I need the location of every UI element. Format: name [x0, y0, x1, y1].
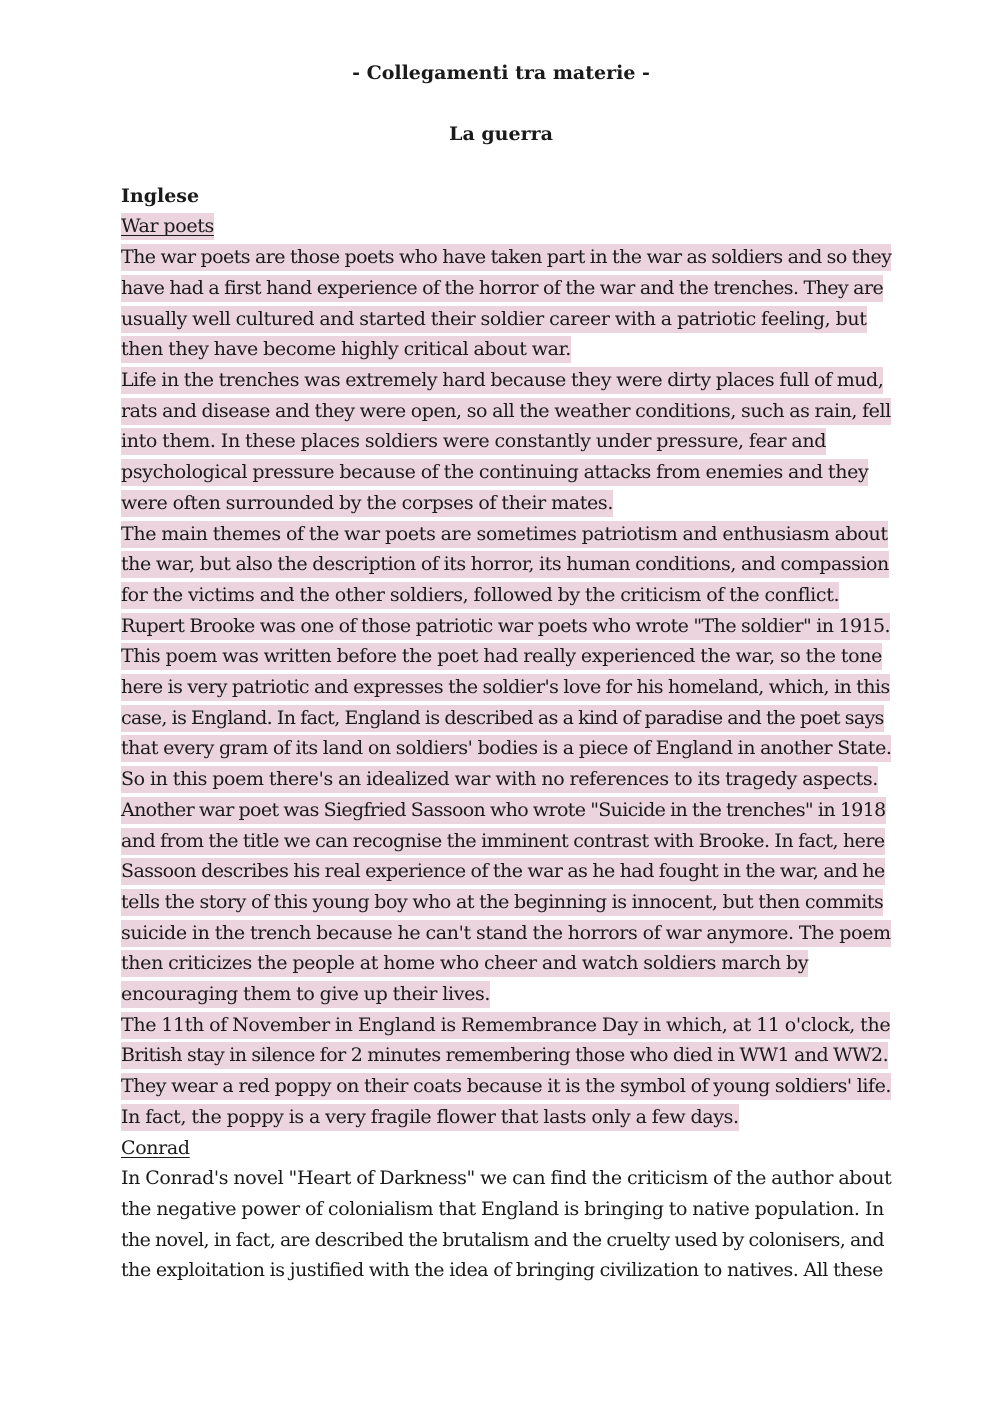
text-line: The main themes of the war poets are sometimes patriotism and enthusiasm about [121, 519, 881, 550]
text-line: for the victims and the other soldiers, followed by the criticism of the conflict. [121, 580, 881, 611]
text-line: Life in the trenches was extremely hard because they were dirty places full of mud, [121, 365, 881, 396]
text-line: the exploitation is justified with the idea of bringing civilization to natives. All these [121, 1259, 883, 1282]
conrad-body [121, 1163, 892, 1286]
text-line: were often surrounded by the corpses of their mates. [121, 488, 881, 519]
text-line: They wear a red poppy on their coats because it is the symbol of young soldiers' life. [121, 1071, 881, 1102]
text-line: the novel, in fact, are described the brutalism and the cruelty used by colonisers, and [121, 1228, 884, 1251]
text-line: then they have become highly critical about war. [121, 334, 881, 365]
text-line: Another war poet was Siegfried Sassoon who wrote "Suicide in the trenches" in 1918 [121, 795, 881, 826]
document-title: - Collegamenti tra materie - [352, 62, 650, 84]
text-line: British stay in silence for 2 minutes remembering those who died in WW1 and WW2. [121, 1040, 881, 1071]
text-line: tells the story of this young boy who at the beginning is innocent, but then commits [121, 887, 881, 918]
text-line: psychological pressure because of the continuing attacks from enemies and they [121, 457, 881, 488]
text-line: usually well cultured and started their soldier career with a patriotic feeling, but [121, 304, 881, 335]
text-line: Rupert Brooke was one of those patriotic war poets who wrote "The soldier" in 1915. [121, 611, 881, 642]
text-line: the war, but also the description of its horror, its human conditions, and compassion [121, 549, 881, 580]
topic-conrad [121, 1133, 892, 1287]
text-line: rats and disease and they were open, so all the weather conditions, such as rain, fell [121, 396, 881, 427]
text-line: Sassoon describes his real experience of the war as he had fought in the war, and he [121, 856, 881, 887]
text-line: The war poets are those poets who have taken part in the war as soldiers and so they [121, 242, 881, 273]
text-line: In fact, the poppy is a very fragile flower that lasts only a few days. [121, 1102, 881, 1133]
text-line: This poem was written before the poet had really experienced the war, so the tone [121, 641, 881, 672]
section-title-inglese: Inglese [121, 184, 200, 207]
war-poets-body [121, 242, 892, 1132]
text-line: here is very patriotic and expresses the soldier's love for his homeland, which, in this [121, 672, 881, 703]
text-line: into them. In these places soldiers were constantly under pressure, fear and [121, 426, 881, 457]
topic-heading-war-poets: War poets [121, 211, 881, 242]
text-line: The 11th of November in England is Remembrance Day in which, at 11 o'clock, the [121, 1010, 881, 1041]
text-line: In Conrad's novel "Heart of Darkness" we can find the criticism of the author about [121, 1167, 892, 1190]
document-subtitle: La guerra [449, 123, 553, 146]
document-page [121, 58, 892, 1286]
text-line: that every gram of its land on soldiers' bodies is a piece of England in another State. [121, 733, 881, 764]
text-line: then criticizes the people at home who cheer and watch soldiers march by [121, 948, 881, 979]
text-line: So in this poem there's an idealized war with no references to its tragedy aspects. [121, 764, 881, 795]
topic-heading-conrad: Conrad [121, 1136, 190, 1159]
text-line: have had a first hand experience of the horror of the war and the trenches. They are [121, 273, 881, 304]
text-line: and from the title we can recognise the imminent contrast with Brooke. In fact, here [121, 826, 881, 857]
text-line: encouraging them to give up their lives. [121, 979, 881, 1010]
text-line: case, is England. In fact, England is described as a kind of paradise and the poet says [121, 703, 881, 734]
text-line: the negative power of colonialism that England is bringing to native population. In [121, 1197, 884, 1220]
topic-war-poets [121, 211, 892, 1132]
text-line: suicide in the trench because he can't stand the horrors of war anymore. The poem [121, 918, 881, 949]
